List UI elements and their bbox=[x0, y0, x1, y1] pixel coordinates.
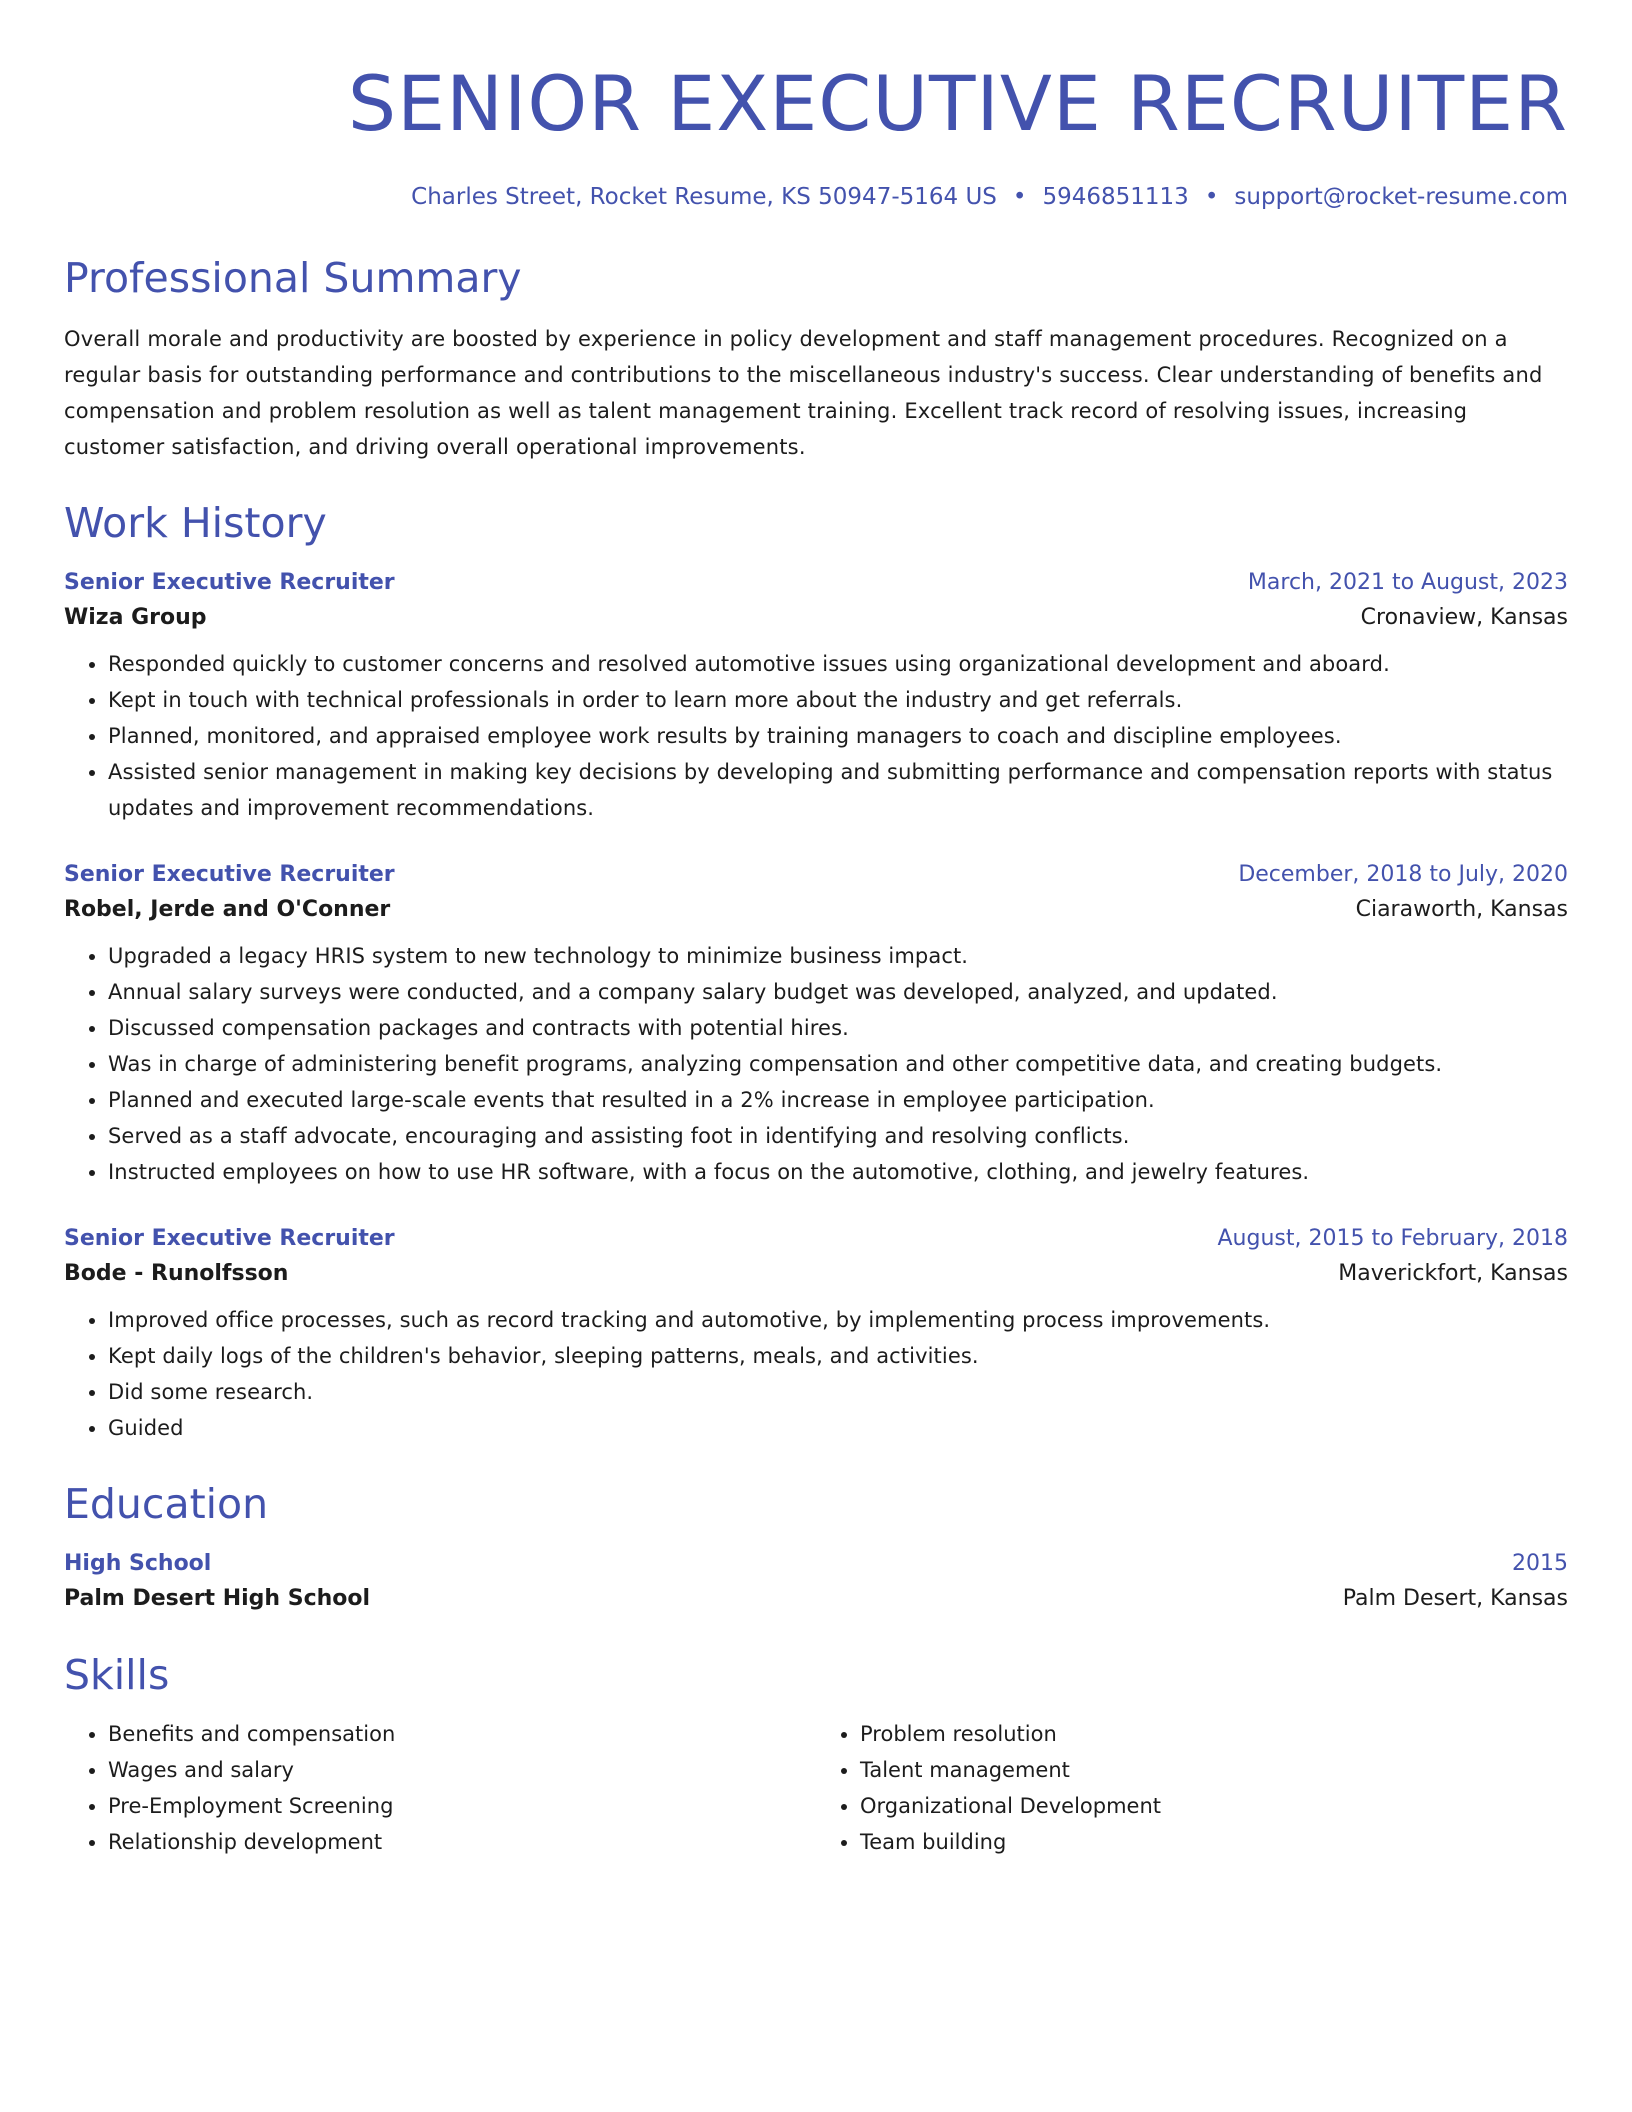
job-title: Senior Executive Recruiter bbox=[64, 570, 395, 595]
skill-item: • Wages and salary bbox=[108, 1752, 816, 1788]
job-bullet: • Served as a staff advocate, encouraging and assisting foot in identifying and resolving conflicts. bbox=[108, 1118, 1568, 1154]
job-bullets bbox=[64, 938, 1568, 1190]
job-bullet: • Discussed compensation packages and contracts with potential hires. bbox=[108, 1010, 1568, 1046]
school-location: Palm Desert, Kansas bbox=[1342, 1586, 1568, 1611]
skills-column-left bbox=[64, 1716, 816, 1860]
separator-dot: • bbox=[1012, 184, 1027, 210]
job-dates: March, 2021 to August, 2023 bbox=[1247, 570, 1568, 595]
address: Charles Street, Rocket Resume, KS 50947-5164 US bbox=[411, 184, 997, 210]
job-dates: August, 2015 to February, 2018 bbox=[1217, 1226, 1568, 1251]
skills-heading: Skills bbox=[64, 1651, 170, 1699]
skill-item: • Benefits and compensation bbox=[108, 1716, 816, 1752]
school-name: Palm Desert High School bbox=[64, 1586, 371, 1611]
job-bullet: • Upgraded a legacy HRIS system to new technology to minimize business impact. bbox=[108, 938, 1568, 974]
job-bullet: • Kept in touch with technical professionals in order to learn more about the industry and get referrals. bbox=[108, 682, 1568, 718]
job-bullet: • Planned and executed large-scale events that resulted in a 2% increase in employee participation. bbox=[108, 1082, 1568, 1118]
separator-dot: • bbox=[1204, 184, 1219, 210]
company-name: Wiza Group bbox=[64, 605, 207, 630]
education-entry bbox=[64, 1551, 1568, 1611]
job-bullet: • Improved office processes, such as record tracking and automotive, by implementing process improvements. bbox=[108, 1302, 1568, 1338]
job-dates: December, 2018 to July, 2020 bbox=[1238, 862, 1568, 887]
summary-heading: Professional Summary bbox=[64, 254, 522, 302]
skill-item: • Organizational Development bbox=[860, 1788, 1568, 1824]
summary-text: Overall morale and productivity are boosted by experience in policy development and staff management procedures. Recognized on a regular basis for outstanding performance and contributions to the miscellaneous industry's success. Clear understanding of benefits and compensation and problem resolution as well as talent management training. Excellent track record of resolving issues, increasing customer satisfaction, and driving overall operational improvements. bbox=[64, 327, 1543, 459]
skill-item: • Pre-Employment Screening bbox=[108, 1788, 816, 1824]
job-bullet: • Responded quickly to customer concerns and resolved automotive issues using organizational development and aboard. bbox=[108, 646, 1568, 682]
company-name: Robel, Jerde and O'Conner bbox=[64, 897, 391, 922]
company-name: Bode - Runolfsson bbox=[64, 1261, 289, 1286]
skill-item: • Relationship development bbox=[108, 1824, 816, 1860]
job-bullet: • Was in charge of administering benefit programs, analyzing compensation and other competitive data, and creating budgets. bbox=[108, 1046, 1568, 1082]
contact-line bbox=[64, 184, 1568, 210]
graduation-year: 2015 bbox=[1512, 1551, 1568, 1576]
job-bullet: • Instructed employees on how to use HR software, with a focus on the automotive, clothing, and jewelry features. bbox=[108, 1154, 1568, 1190]
resume-title: SENIOR EXECUTIVE RECRUITER bbox=[347, 59, 1568, 148]
job-bullets bbox=[64, 1302, 1568, 1446]
job-bullets bbox=[64, 646, 1568, 826]
education-heading: Education bbox=[64, 1480, 269, 1528]
job-bullet: • Assisted senior management in making key decisions by developing and submitting performance and compensation reports with status updates and improvement recommendations. bbox=[108, 754, 1568, 826]
job-entry bbox=[64, 862, 1568, 1190]
skill-item: • Talent management bbox=[860, 1752, 1568, 1788]
job-bullet: • Guided bbox=[108, 1410, 1568, 1446]
job-title: Senior Executive Recruiter bbox=[64, 862, 395, 887]
job-bullet: • Planned, monitored, and appraised employee work results by training managers to coach and discipline employees. bbox=[108, 718, 1568, 754]
job-entry bbox=[64, 570, 1568, 826]
email-link[interactable]: support@rocket-resume.com bbox=[1234, 184, 1568, 210]
skills-list bbox=[64, 1716, 1568, 1860]
job-location: Ciaraworth, Kansas bbox=[1355, 897, 1568, 922]
skill-item: • Problem resolution bbox=[860, 1716, 1568, 1752]
degree: High School bbox=[64, 1551, 212, 1576]
job-location: Maverickfort, Kansas bbox=[1338, 1261, 1568, 1286]
job-bullet: • Kept daily logs of the children's behavior, sleeping patterns, meals, and activities. bbox=[108, 1338, 1568, 1374]
skills-column-right bbox=[816, 1716, 1568, 1860]
job-bullet: • Did some research. bbox=[108, 1374, 1568, 1410]
job-location: Cronaview, Kansas bbox=[1360, 605, 1568, 630]
skill-item: • Team building bbox=[860, 1824, 1568, 1860]
job-title: Senior Executive Recruiter bbox=[64, 1226, 395, 1251]
work-history-heading: Work History bbox=[64, 499, 327, 547]
job-entry bbox=[64, 1226, 1568, 1446]
phone[interactable]: 5946851113 bbox=[1042, 184, 1189, 210]
job-bullet: • Annual salary surveys were conducted, and a company salary budget was developed, analyzed, and updated. bbox=[108, 974, 1568, 1010]
